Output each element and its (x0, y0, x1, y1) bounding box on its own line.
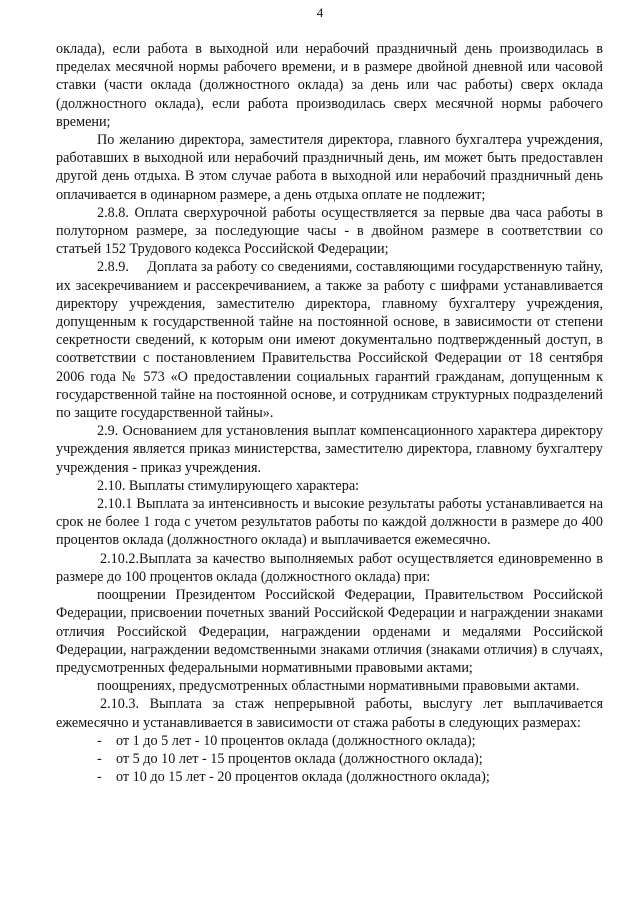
list-item-text: от 1 до 5 лет - 10 процентов оклада (должностного оклада); (116, 732, 476, 749)
paragraph-1: оклада), если работа в выходной или нерабочий праздничный день производилась в пределах месячной нормы рабочего времени, и в размере двойной дневной или часовой ставки (части оклада (должностного оклада) за день или час работы) сверх оклада (должностного оклада), если работа производилась сверх месячной нормы рабочего времени; (56, 41, 603, 130)
paragraph-award-president: поощрении Президентом Российской Федерации, Правительством Российской Федерации, присвоении почетных званий Российской Федерации и награждении знаками отличия Российской Федерации, награждении орденами и медалями Российской Федерации, награждении ведомственными знаками отличия (знаками отличия) в случаях, предусмотренных федеральными нормативными правовыми актами; (56, 587, 603, 676)
paragraph-2-10-2: 2.10.2.Выплата за качество выполняемых работ осуществляется единовременно в размере до 100 процентов оклада (должностного оклада) при: (56, 550, 603, 585)
page-number: 4 (316, 5, 324, 20)
paragraph-2-8-8: 2.8.8. Оплата сверхурочной работы осуществляется за первые два часа работы в полуторном размере, за последующие часы - в двойном размере в соответствии со статьей 152 Трудового кодекса Российской Федерации; (56, 204, 603, 258)
list-item (56, 732, 603, 750)
paragraph-2-8-9: 2.8.9. Доплата за работу со сведениями, составляющими государственную тайну, их засекречиванием и рассекречиванием, а также за работу с шифрами устанавливается директору учреждения, заместителю директора, главному бухгалтеру учреждения, допущенным к государственной тайне на постоянной основе, в зависимости от степени секретности сведений, к которым они имеют документально подтвержденный доступ, в соответствии с постановлением Правительства Российской Федерации от 18 сентября 2006 года № 573 «О предоставлении социальных гарантий гражданам, допущенным к государственной тайне на постоянной основе, и сотрудникам структурных подразделений по защите государственной тайны». (56, 259, 607, 422)
list-item (56, 768, 603, 786)
list-item-text: от 5 до 10 лет - 15 процентов оклада (должностного оклада); (116, 750, 483, 767)
paragraph-2-10: 2.10. Выплаты стимулирующего характера: (97, 477, 360, 494)
list-item (56, 750, 603, 768)
seniority-list (56, 732, 603, 787)
paragraph-award-regional: поощрениях, предусмотренных областными нормативными правовыми актами. (97, 678, 580, 695)
list-item-text: от 10 до 15 лет - 20 процентов оклада (должностного оклада); (116, 769, 490, 786)
paragraph-2-10-3: 2.10.3. Выплата за стаж непрерывной работы, выслугу лет выплачивается ежемесячно и устанавливается в зависимости от стажа работы в следующих размерах: (56, 696, 603, 731)
dash-marker: - (97, 750, 102, 767)
paragraph-2: По желанию директора, заместителя директора, главного бухгалтера учреждения, работавших в выходной или нерабочий праздничный день, им может быть предоставлен другой день отдыха. В этом случае работа в выходной или нерабочий праздничный день оплачивается в одинарном размере, а день отдыха оплате не подлежит; (56, 132, 603, 203)
paragraph-2-10-1: 2.10.1 Выплата за интенсивность и высокие результаты работы устанавливается на срок не более 1 года с учетом результатов работы по каждой должности в размере до 400 процентов оклада (должностного оклада) и выплачивается ежемесячно. (56, 496, 603, 549)
paragraph-2-9: 2.9. Основанием для установления выплат компенсационного характера директору учреждения является приказ министерства, заместителю директора, главному бухгалтеру учреждения - приказ учреждения. (56, 423, 603, 476)
dash-marker: - (97, 732, 102, 749)
document-body (56, 40, 607, 786)
dash-marker: - (97, 769, 102, 786)
